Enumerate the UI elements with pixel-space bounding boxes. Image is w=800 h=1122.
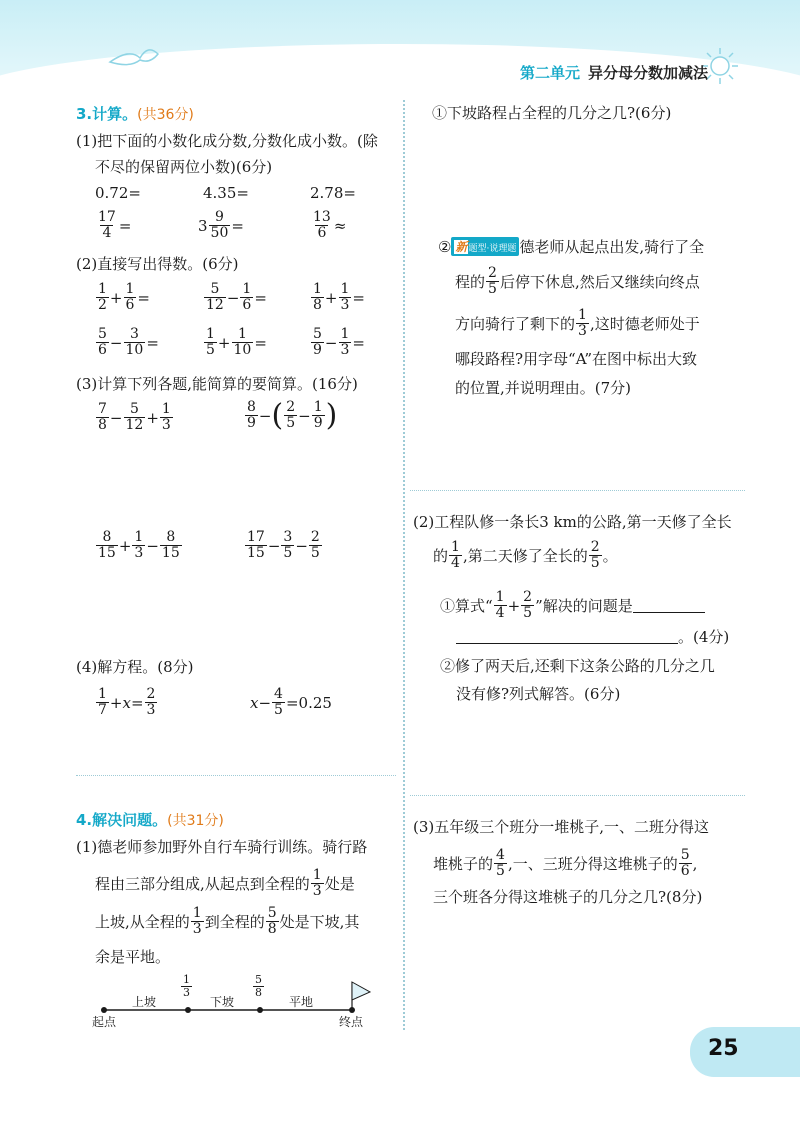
r-q1-sub2-line1: ② 新题型·说理题 德老师从起点出发,骑行了全 [438, 237, 705, 256]
answer-blank[interactable] [633, 598, 705, 613]
q4-heading [76, 809, 224, 830]
route-seg-flat: 平地 [289, 995, 314, 1009]
butterfly-icon [100, 40, 170, 70]
decimal-3: 2.78= [310, 184, 356, 202]
direct-calc: $\frac{1}{8}$ + $\frac{1}{3}$ = [313, 281, 365, 313]
r-q1-sub2-line2: 程的 $\frac{2}{5}$ 后停下休息,然后又继续向终点 [455, 265, 700, 297]
q3-p3: (3)计算下列各题,能简算的要简算。(16分) [76, 375, 358, 393]
q4-line4: 余是平地。 [95, 948, 171, 966]
q3-p4: (4)解方程。(8分) [76, 658, 194, 676]
section-separator [410, 795, 745, 796]
q4-line1: (1)德老师参加野外自行车骑行训练。骑行路 [76, 838, 368, 856]
r-q1-sub2-line5: 的位置,并说明理由。(7分) [455, 379, 632, 397]
r-q2-sub1: ①算式“ $\frac{1}{4}$ + $\frac{2}{5}$ ”解决的问题是 [440, 590, 705, 621]
route-seg-downhill: 下坡 [210, 995, 235, 1009]
calc-item-3: $\frac{8}{15}$ + $\frac{1}{3}$ − $\frac{8}{15}$ [98, 529, 180, 561]
r-q2-sub2-line2: 没有修?列式解答。(6分) [456, 685, 621, 703]
route-mark-1: $\frac{1}{3}$ [183, 973, 190, 999]
q4-line3: 上坡,从全程的 $\frac{1}{3}$ 到全程的 $\frac{5}{8}$ 处是下坡,其 [95, 905, 360, 937]
route-end-label: 终点 [339, 1015, 364, 1029]
section-separator [76, 775, 396, 776]
r-q3-line3: 三个班各分得这堆桃子的几分之几?(8分) [433, 888, 703, 906]
decimal-1: 0.72= [95, 184, 141, 202]
section-separator [410, 490, 745, 491]
equation-1: $\frac{1}{7}$ +x= $\frac{2}{3}$ [98, 686, 156, 718]
fraction-convert-1: $\frac{17}{4}$ = [98, 209, 132, 241]
direct-calc: $\frac{1}{5}$ + $\frac{1}{10}$ = [206, 326, 267, 358]
page-number-tab [690, 1027, 800, 1077]
topic-label: 异分母分数加减法 [587, 64, 708, 82]
q3-p1-line2: 不尽的保留两位小数)(6分) [95, 158, 273, 176]
direct-calc: $\frac{1}{2}$ + $\frac{1}{6}$ = [98, 281, 150, 313]
column-divider [403, 100, 405, 1030]
q4-line2: 程由三部分组成,从起点到全程的 $\frac{1}{3}$ 处是 [95, 867, 355, 899]
route-start-label: 起点 [92, 1015, 117, 1029]
direct-calc: $\frac{5}{6}$ − $\frac{3}{10}$ = [98, 326, 159, 358]
r-q1-sub1: ①下坡路程占全程的几分之几?(6分) [432, 104, 672, 122]
unit-label: 第二单元 [519, 64, 580, 82]
decimal-2: 4.35= [203, 184, 249, 202]
r-q1-sub2-line4: 哪段路程?用字母“A”在图中标出大致 [455, 350, 698, 368]
q4-points: (共31分) [167, 813, 224, 829]
r-q3-line2: 堆桃子的 $\frac{4}{5}$ ,一、三班分得这堆桃子的 $\frac{5}{6}$ , [433, 847, 698, 879]
fraction-convert-3: $\frac{13}{6}$ ≈ [313, 209, 347, 241]
direct-calc: $\frac{5}{9}$ − $\frac{1}{3}$ = [313, 326, 365, 358]
calc-item-1: $\frac{7}{8}$ − $\frac{5}{12}$ + $\frac{1}{3}$ [98, 401, 171, 433]
route-mark-2: $\frac{5}{8}$ [255, 973, 262, 999]
route-seg-uphill: 上坡 [132, 995, 157, 1009]
unit-title [520, 62, 708, 83]
answer-blank[interactable] [456, 629, 678, 644]
r-q3-line1: (3)五年级三个班分一堆桃子,一、二班分得这 [413, 818, 710, 836]
new-type-badge: 新题型·说理题 [451, 237, 519, 256]
q4-title: 4.解决问题。 [76, 811, 168, 829]
equation-2: x− $\frac{4}{5}$ =0.25 [250, 686, 332, 718]
page-number: 25 [708, 1036, 739, 1061]
q3-p2: (2)直接写出得数。(6分) [76, 255, 239, 273]
q3-p1-line1: (1)把下面的小数化成分数,分数化成小数。(除 [76, 132, 378, 150]
r-q1-sub2-line3: 方向骑行了剩下的 $\frac{1}{3}$ ,这时德老师处于 [455, 307, 700, 339]
r-q2-sub2-line1: ②修了两天后,还剩下这条公路的几分之几 [440, 657, 715, 675]
q3-title: 3.计算。 [76, 105, 138, 123]
fraction-convert-2: 3 $\frac{9}{50}$ = [198, 209, 244, 241]
direct-calc: $\frac{5}{12}$ − $\frac{1}{6}$ = [206, 281, 267, 313]
r-q2-line1: (2)工程队修一条长3 km的公路,第一天修了全长 [413, 513, 732, 531]
calc-item-4: $\frac{17}{15}$ − $\frac{3}{5}$ − $\frac{2}{5}$ [247, 529, 320, 561]
q3-heading [76, 103, 194, 124]
r-q2-sub1-cont: 。(4分) [456, 626, 729, 647]
calc-item-2: $\frac{8}{9}$ − ( $\frac{2}{5}$ − $\frac{1}{9}$ ) [247, 397, 338, 433]
q3-points: (共36分) [137, 107, 194, 123]
r-q2-line2: 的 $\frac{1}{4}$ ,第二天修了全长的 $\frac{2}{5}$ 。 [433, 539, 618, 571]
